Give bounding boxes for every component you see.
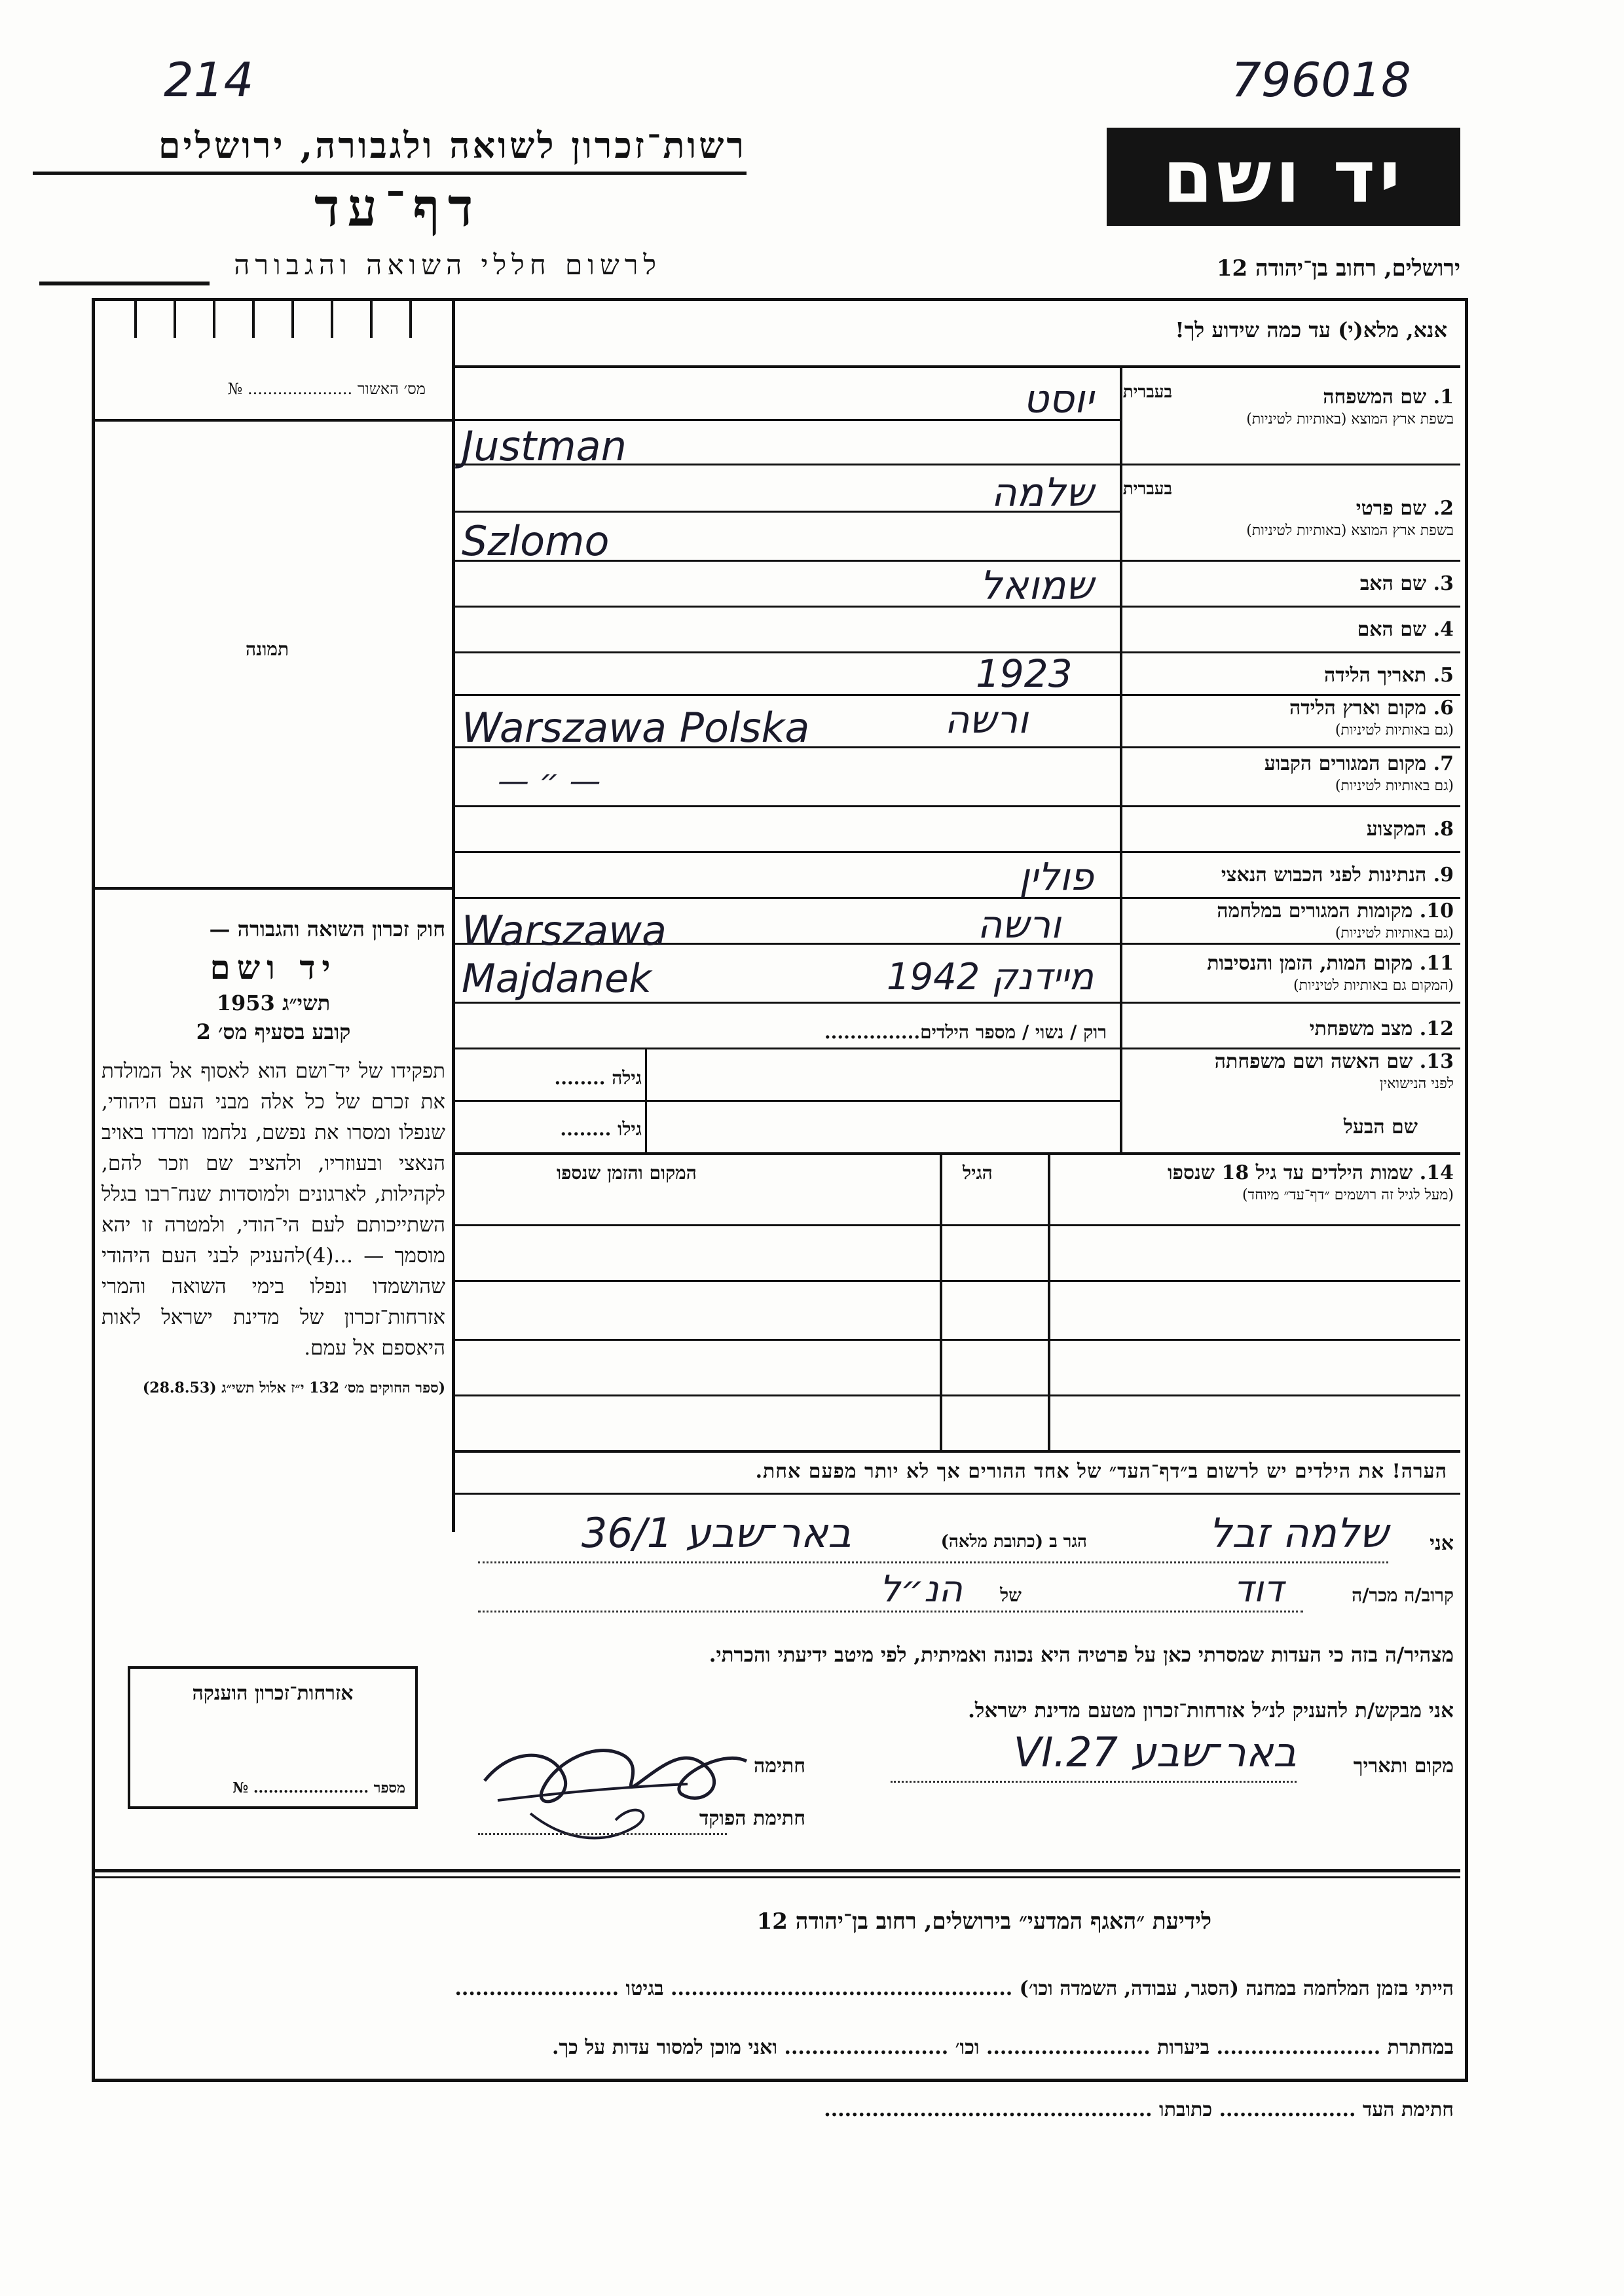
field-9-label: 9. הנתינות לפני הכבוש הנאצי: [1221, 864, 1454, 886]
citizenship-box: [128, 1666, 418, 1809]
residence: — ״ —: [498, 763, 601, 799]
photo-label: תמונה: [246, 638, 289, 660]
children-sub: (מעל לגיל זה רושמים ״דף־עד״ מיוחד): [1242, 1187, 1454, 1203]
relation-label: קרוב/ה מכר/ה: [1352, 1584, 1454, 1606]
place-date-value: באר־שבע 27.VI: [1013, 1728, 1297, 1776]
relation-name: הנ״ל: [879, 1568, 963, 1611]
field-13-sub: לפני הנישואין: [1379, 1076, 1454, 1092]
field-5-label: 5. תאריך הלידה: [1324, 664, 1454, 687]
field-2-tag: בעברית: [1122, 479, 1172, 499]
children-col-age: הגיל: [963, 1162, 993, 1184]
wartime-residence-hebrew: ורשה: [977, 902, 1061, 947]
place-date-label: מקום ותאריך: [1353, 1755, 1454, 1777]
field-8-label: 8. המקצוע: [1366, 818, 1454, 841]
field-3-label: 3. שם האב: [1359, 572, 1454, 595]
husband-label: שם הבעל: [1343, 1116, 1418, 1139]
declaration: מצהיר/ה בזה כי העדות שמסרתי כאן על פרטיה היא נכונה ואמיתית, לפי מיטב ידיעתי והכרתי.: [709, 1643, 1454, 1667]
nationality: פולין: [1019, 854, 1094, 899]
field-2-sub: בשפת ארץ המוצא (באותיות לטיניות): [1246, 522, 1454, 539]
field-13-label: [1123, 1051, 1454, 1095]
marital-status: רוק / נשוי / מספר הילדים...............: [824, 1021, 1107, 1043]
law-section: [101, 917, 445, 1396]
field-6-label: [1123, 697, 1454, 742]
firstname-latin: Szlomo: [462, 517, 610, 565]
law-text: תפקידו של יד־ושם הוא לאסוף אל המולדת את זכרם של כל אלה מבני העם היהודי, שנפלו ומסרו את נפשם, נלחמו ומרדו באויב הנאצי ובעוזריו, ולהציב שם וזכר להם, לקהילות, לארגונים ולמוסדות שנח־רבו בגלל השתייכותם לעם הי־הודי, ולמטרה זו יהא מוסמך — ...(4)להעניק לבני העם היהודי שהושמדו ונפלו בימי השואה והמרי אזרחות־זכרון של מדינת ישראל לאות היאספם אל עמם.: [101, 1059, 445, 1360]
field-10-label: [1123, 900, 1454, 945]
wartime-residence-latin: Warszawa: [462, 907, 667, 955]
left-column-divider: [452, 301, 455, 1532]
footer-line-2: במחתרת ........................ ביערות ........................ וכו׳ ........................ ואני מוכן למסור עדות על כך.: [551, 2036, 1454, 2059]
relation-of-label: של: [1000, 1584, 1022, 1606]
children-col-place: המקום והזמן שנספו: [557, 1162, 697, 1184]
field-11-sub: (המקום גם באותיות לטיניות): [1293, 977, 1454, 994]
photo-area-bottom: [95, 887, 452, 890]
surname-hebrew: יוסט: [1023, 376, 1094, 422]
field-7-label: [1123, 753, 1454, 797]
field-2-label: [1122, 479, 1454, 542]
death-place-latin: Majdanek: [462, 956, 652, 1002]
death-place-hebrew: מיידנק 1942: [886, 956, 1094, 998]
field-1-tag: בעברית: [1122, 382, 1172, 402]
handwritten-page-number: 214: [164, 52, 254, 107]
law-source: (ספר החוקים מס׳ 132 י״ז אלול תשי״ג (28.8.53): [142, 1379, 445, 1396]
field-11-label: [1123, 953, 1454, 997]
witness-i-label: אני: [1430, 1532, 1454, 1555]
approval-number-box: [95, 301, 452, 367]
authority-underline: [33, 172, 747, 175]
signature-label: חתימה: [754, 1755, 805, 1777]
officer-signature-label: חתימת הפוקד: [699, 1807, 805, 1830]
field-1-label-text: 1. שם המשפחה: [1323, 386, 1454, 409]
field-1-label: [1122, 382, 1454, 431]
field-1-sub: בשפת ארץ המוצא (באותיות לטיניות): [1246, 411, 1454, 428]
surname-latin: Justman: [462, 422, 627, 470]
husband-age: גילו ........: [560, 1118, 642, 1140]
form-subtitle: לרשום חללי השואה והגבורה: [234, 249, 661, 281]
photo-area-top: [95, 419, 452, 422]
form-title: דף־עד: [314, 177, 481, 238]
relation-value: דוד: [1233, 1568, 1283, 1611]
approval-number-label: מס׳ האשור ..................... №: [227, 380, 426, 398]
firstname-hebrew: שלמה: [991, 470, 1094, 516]
witness-signature: [471, 1709, 760, 1859]
birthplace-latin: Warszawa Polska: [462, 704, 810, 752]
witness-address: באר־שבע 36/1: [581, 1509, 851, 1557]
birth-date: 1923: [976, 651, 1073, 696]
footer-line-3: חתימת העד .................... כתובתו ................................................: [824, 2098, 1454, 2121]
field-2-label-text: 2. שם פרטי: [1356, 497, 1454, 520]
law-name: יד ושם: [210, 948, 337, 987]
citizenship-number: מספר ....................... №: [232, 1779, 405, 1796]
handwritten-doc-number: 796018: [1231, 52, 1411, 107]
law-year: תשי״ג 1953: [216, 991, 331, 1015]
address: ירושלים, רחוב בן־יהודה 12: [1216, 255, 1460, 282]
field-6-sub: (גם באותיות לטיניות): [1335, 722, 1454, 738]
authority-title: רשות־זכרון לשואה ולגבורה, ירושלים: [158, 124, 747, 166]
field-10-label-text: 10. מקומות המגורים במלחמה: [1217, 900, 1454, 922]
field-4-label: 4. שם האם: [1357, 618, 1454, 641]
footer-line-1: הייתי בזמן המלחמה במחנה (הסגר, עבודה, השמדה וכו׳) .................................................. בגיטו ........................: [454, 1977, 1454, 2000]
intro-text: אנא, מלא(י) עד כמה שידוע לך!: [1175, 318, 1447, 342]
citizenship-title: אזרחות־זכרון הוענקה: [192, 1682, 354, 1705]
field-6-label-text: 6. מקום וארץ הלידה: [1289, 697, 1454, 720]
logo-text: יד ושם: [1162, 135, 1405, 219]
witness-name: שלמה זבל: [1208, 1509, 1388, 1557]
subtitle-underline: [39, 282, 210, 285]
father-name: שמואל: [980, 563, 1094, 609]
yad-vashem-logo: [1107, 128, 1460, 226]
footer-heading: לידיעת ״האגף המדעי״ בירושלים, רחוב בן־יהודה 12: [756, 1908, 1211, 1935]
law-clause: קובע בסעיף מס׳ 2: [196, 1019, 351, 1044]
children-label-text: 14. שמות הילדים עד גיל 18 שנספו: [1167, 1161, 1454, 1184]
witness-address-label: הגר ב (כתובת מלאה): [940, 1532, 1087, 1552]
field-13-label-text: 13. שם האשה ושם משפחתה: [1214, 1050, 1454, 1073]
note: הערה! את הילדים יש לרשום ב״דף־העד״ של אחד ההורים אך לא יותר מפעם אחת.: [755, 1460, 1447, 1483]
wife-age: גילה ........: [554, 1067, 642, 1089]
children-label: [1048, 1162, 1454, 1207]
law-title: חוק זכרון השואה והגבורה —: [209, 917, 445, 941]
field-10-sub: (גם באותיות לטיניות): [1335, 925, 1454, 941]
field-12-label: 12. מצב משפחתי: [1309, 1017, 1454, 1040]
citizenship-request: אני מבקש/ת להעניק לנ״ל אזרחות־זכרון מטעם מדינת ישראל.: [968, 1699, 1454, 1722]
field-7-sub: (גם באותיות לטיניות): [1335, 778, 1454, 794]
field-11-label-text: 11. מקום המות, הזמן והנסיבות: [1207, 952, 1454, 975]
field-7-label-text: 7. מקום המגורים הקבוע: [1264, 752, 1454, 775]
birthplace-hebrew: ורשה: [944, 697, 1028, 742]
